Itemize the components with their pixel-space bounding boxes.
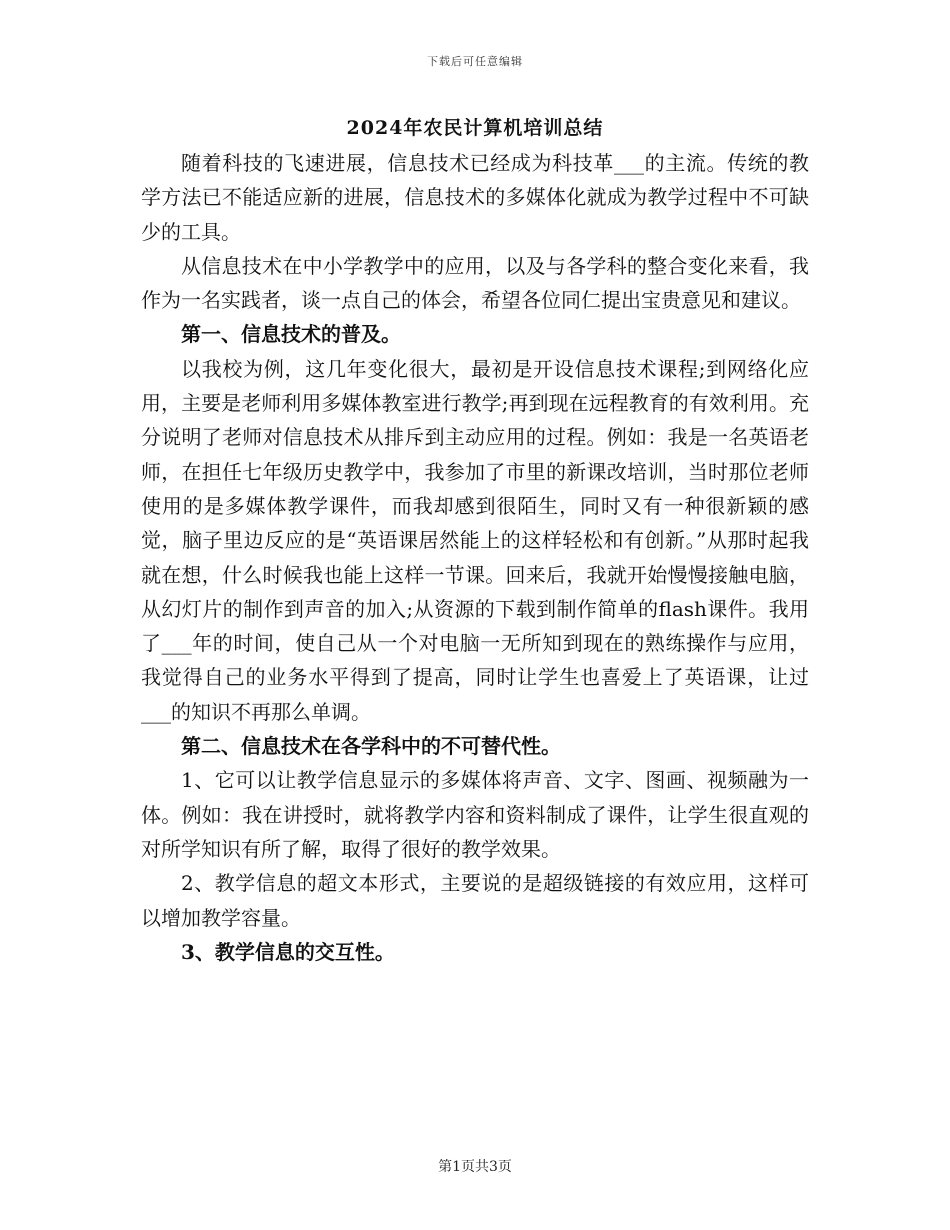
page-header-note: 下载后可任意编辑 <box>427 55 523 68</box>
paragraph-point-2: 2、教学信息的超文本形式，主要说的是超级链接的有效应用，这样可以增加教学容量。 <box>141 871 809 930</box>
paragraph-point-1: 1、它可以让教学信息显示的多媒体将声音、文字、图画、视频融为一体。例如：我在讲授时，就将教学内容和资料制成了课件，让学生很直观的对所学知识有所了解，取得了很好的教学效果。 <box>141 768 809 861</box>
paragraph-section-1: 以我校为例，这几年变化很大，最初是开设信息技术课程;到网络化应用，主要是老师利用多媒体教室进行教学;再到现在远程教育的有效利用。充分说明了老师对信息技术从排斥到主动应用的过程。例如：我是一名英语老师，在担任七年级历史教学中，我参加了市里的新课改培训，当时那位老师使用的是多媒体教学课件，而我却感到很陌生，同时又有一种很新颖的感觉，脑子里边反应的是“英语课居然能上的这样轻松和有创新。”从那时起我就在想，什么时候我也能上这样一节课。回来后，我就开始慢慢接触电脑，从幻灯片的制作到声音的加入;从资源的下载到制作简单的flash课件。我用了___年的时间，使自己从一个对电脑一无所知到现在的熟练操作与应用，我觉得自己的业务水平得到了提高，同时让学生也喜爱上了英语课，让过___的知识不再那么单调。 <box>141 356 809 724</box>
paragraph-context: 从信息技术在中小学教学中的应用，以及与各学科的整合变化来看，我作为一名实践者，谈一点自己的体会，希望各位同仁提出宝贵意见和建议。 <box>141 253 809 313</box>
section-heading-1: 第一、信息技术的普及。 <box>181 322 401 347</box>
document-body <box>141 146 809 969</box>
paragraph-point-3: 3、教学信息的交互性。 <box>181 939 395 964</box>
section-heading-2: 第二、信息技术在各学科中的不可替代性。 <box>181 734 561 759</box>
document-title: 2024年农民计算机培训总结 <box>346 117 604 139</box>
paragraph-intro: 随着科技的飞速进展，信息技术已经成为科技革___的主流。传统的教学方法已不能适应新的进展，信息技术的多媒体化就成为教学过程中不可缺少的工具。 <box>141 151 809 244</box>
page-number: 第1页共3页 <box>438 1159 512 1175</box>
